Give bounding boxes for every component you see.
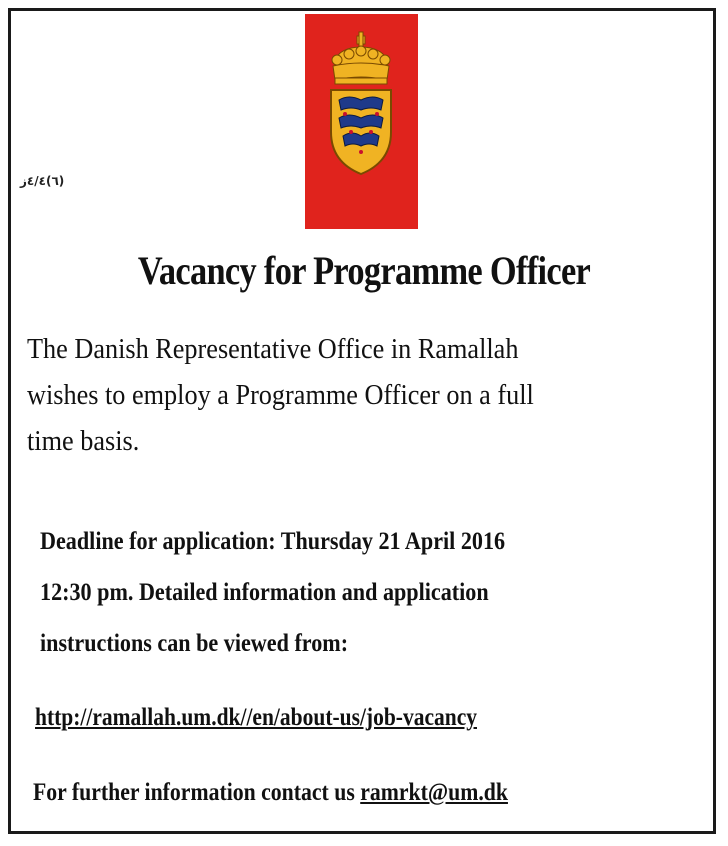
intro-line: The Danish Representative Office in Ramallah — [27, 333, 519, 365]
deadline-line: instructions can be viewed from: — [40, 630, 349, 657]
reference-code: (٦)٤/٤ز — [20, 174, 65, 188]
contact-prefix: For further information contact us — [33, 779, 355, 806]
intro-paragraph — [27, 326, 707, 464]
contact-line — [33, 779, 508, 807]
deadline-line: 12:30 pm. Detailed information and application — [40, 579, 489, 606]
danish-royal-coat-of-arms-icon — [305, 14, 418, 229]
intro-line: wishes to employ a Programme Officer on a full — [27, 379, 534, 411]
intro-line: time basis. — [27, 425, 140, 457]
emblem-banner — [305, 14, 418, 229]
deadline-paragraph — [40, 516, 704, 669]
contact-email-link[interactable]: ramrkt@um.dk — [360, 779, 508, 806]
page-title: Vacancy for Programme Officer — [137, 248, 591, 293]
deadline-line: Deadline for application: Thursday 21 April 2016 — [40, 528, 506, 555]
job-vacancy-link[interactable]: http://ramallah.um.dk//en/about-us/job-vacancy — [35, 704, 477, 731]
